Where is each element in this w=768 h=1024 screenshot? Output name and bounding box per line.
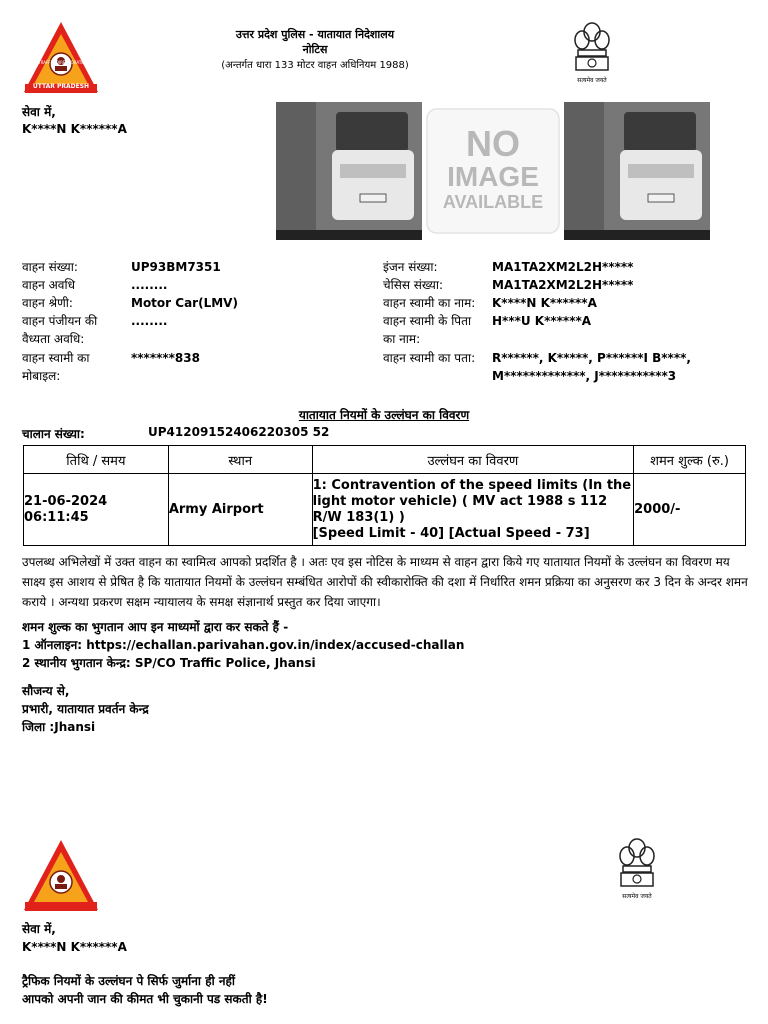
act-line: (अन्तर्गत धारा 133 मोटर वाहन अधिनियम 1988) [221,60,409,71]
violation-details-text: 1: Contravention of the speed limits (In the light motor vehicle) ( MV act 1988 s 112 R/W 183(1) ) [312,477,632,525]
no-image-line2: IMAGE [447,161,539,192]
owner-name-value: K****N K******A [492,296,597,310]
safety-slogan-line2: आपको अपनी जान की कीमत भी चुकानी पड सकती है! [22,992,268,1006]
violation-date: 21-06-2024 [24,493,108,509]
safety-slogan-line1: ट्रैफिक नियमों के उल्लंघन पे सिर्फ जुर्माना ही नहीं [22,974,236,988]
owner-mobile-label-2: मोबाइल: [22,369,61,383]
vehicle-number-value: UP93BM7351 [131,260,221,274]
registration-validity-label: वाहन पंजीयन की [22,314,98,328]
payment-online-link[interactable]: 1 ऑनलाइन: https://echallan.parivahan.gov.in/index/accused-challan [22,638,465,652]
owner-name-label: वाहन स्वामी का नाम: [383,296,476,310]
vehicle-class-label: वाहन श्रेणी: [22,296,73,310]
vehicle-photo-right [564,102,710,240]
payment-title: शमन शुल्क का भुगतान आप इन माध्यमों द्वारा कर सकते हैं - [22,620,289,634]
no-image-line1: NO [466,123,520,164]
national-emblem-icon [567,20,617,90]
owner-address-value: R******, K*****, P******I B****, [492,351,691,365]
salutation: सेवा में, [22,105,56,119]
payment-local-center: 2 स्थानीय भुगतान केन्द्र: SP/CO Traffic Police, Jhansi [22,656,316,670]
engine-number-label: इंजन संख्या: [383,260,438,274]
owner-father-value: H***U K******A [492,314,592,328]
addressee-name: K****N K******A [22,122,127,136]
challan-number-value: UP41209152406220305 52 [148,425,330,439]
header-datetime: तिथि / समय [24,446,169,474]
national-emblem-icon-2 [612,836,662,906]
header-fee: शमन शुल्क (रु.) [634,446,746,474]
owner-father-label: वाहन स्वामी के पिता [383,314,472,328]
violation-place: Army Airport [168,474,312,546]
vehicle-number-label: वाहन संख्या: [22,260,78,274]
violation-fee: 2000/- [634,474,746,546]
registration-validity-label-2: वैध्यता अवधि: [22,332,85,346]
vehicle-period-value: ........ [131,278,168,292]
owner-address-label: वाहन स्वामी का पता: [383,351,476,365]
header-details: उल्लंघन का विवरण [312,446,634,474]
violation-details [312,474,634,546]
notice-body-text: उपलब्ध अभिलेखों में उक्त वाहन का स्वामित्व आपको प्रदर्शित है । अतः एव इस नोटिस के माध्यम से वाहन द्वारा किये गए यातायात नियमों के उल्लंघन का विवरण मय साक्ष्य इस आशय से प्रेषित है कि यातायात नियमों के उल्लंघन सम्बंधित आरोपों की स्वीकारोक्ति की दशा में निर्धारित शमन प्रक्रिया का अनुसरण कर 3 दिन के अन्दर शमन कराये । अन्यथा प्रकरण सक्षम न्यायालय के समक्ष संज्ञानार्थ प्रस्तुत कर दिया जाएगा। [22,555,748,609]
vehicle-class-value: Motor Car(LMV) [131,296,238,310]
emblem-motto: सत्यमेव जयते [577,77,607,84]
registration-validity-value: ........ [131,314,168,328]
chassis-number-value: MA1TA2XM2L2H***** [492,278,634,292]
violation-time: 06:11:45 [24,509,89,525]
officer-line: प्रभारी, यातायात प्रवर्तन केन्द्र [22,702,149,716]
header-place: स्थान [168,446,312,474]
violation-section-title: यातायात नियमों के उल्लंघन का विवरण [298,408,470,422]
logo-text-bottom: UTTAR PRADESH [32,83,90,90]
page2-salutation: सेवा में, [22,922,56,936]
org-line: उत्तर प्रदेश पुलिस - यातायात निदेशालय [235,28,395,41]
owner-address-value-2: M*************, J***********3 [492,369,677,383]
owner-father-label-2: का नाम: [383,332,421,346]
vehicle-photo-left [276,102,422,240]
table-row [24,474,746,546]
violation-datetime [24,474,169,546]
courtesy-line: सौजन्य से, [22,684,70,698]
owner-mobile-value: *******838 [131,351,200,365]
owner-mobile-label: वाहन स्वामी का [22,351,90,365]
challan-number-label: चालान संख्या: [22,427,85,441]
violation-table [23,445,746,546]
emblem-motto-2: सत्यमेव जयते [622,893,652,900]
district-line: जिला :Jhansi [22,720,96,734]
logo-text-top: TRAFFIC DIRECTORATE [38,60,84,65]
chassis-number-label: चेसिस संख्या: [383,278,444,292]
page2-addressee-name: K****N K******A [22,940,127,954]
no-image-line3: AVAILABLE [442,192,544,212]
violation-speed-text: [Speed Limit - 40] [Actual Speed - 73] [312,525,590,541]
traffic-directorate-logo-2 [22,838,100,912]
vehicle-period-label: वाहन अवधि [22,278,75,292]
engine-number-value: MA1TA2XM2L2H***** [492,260,634,274]
notice-title: नोटिस [302,43,328,56]
no-image-placeholder [426,108,560,234]
